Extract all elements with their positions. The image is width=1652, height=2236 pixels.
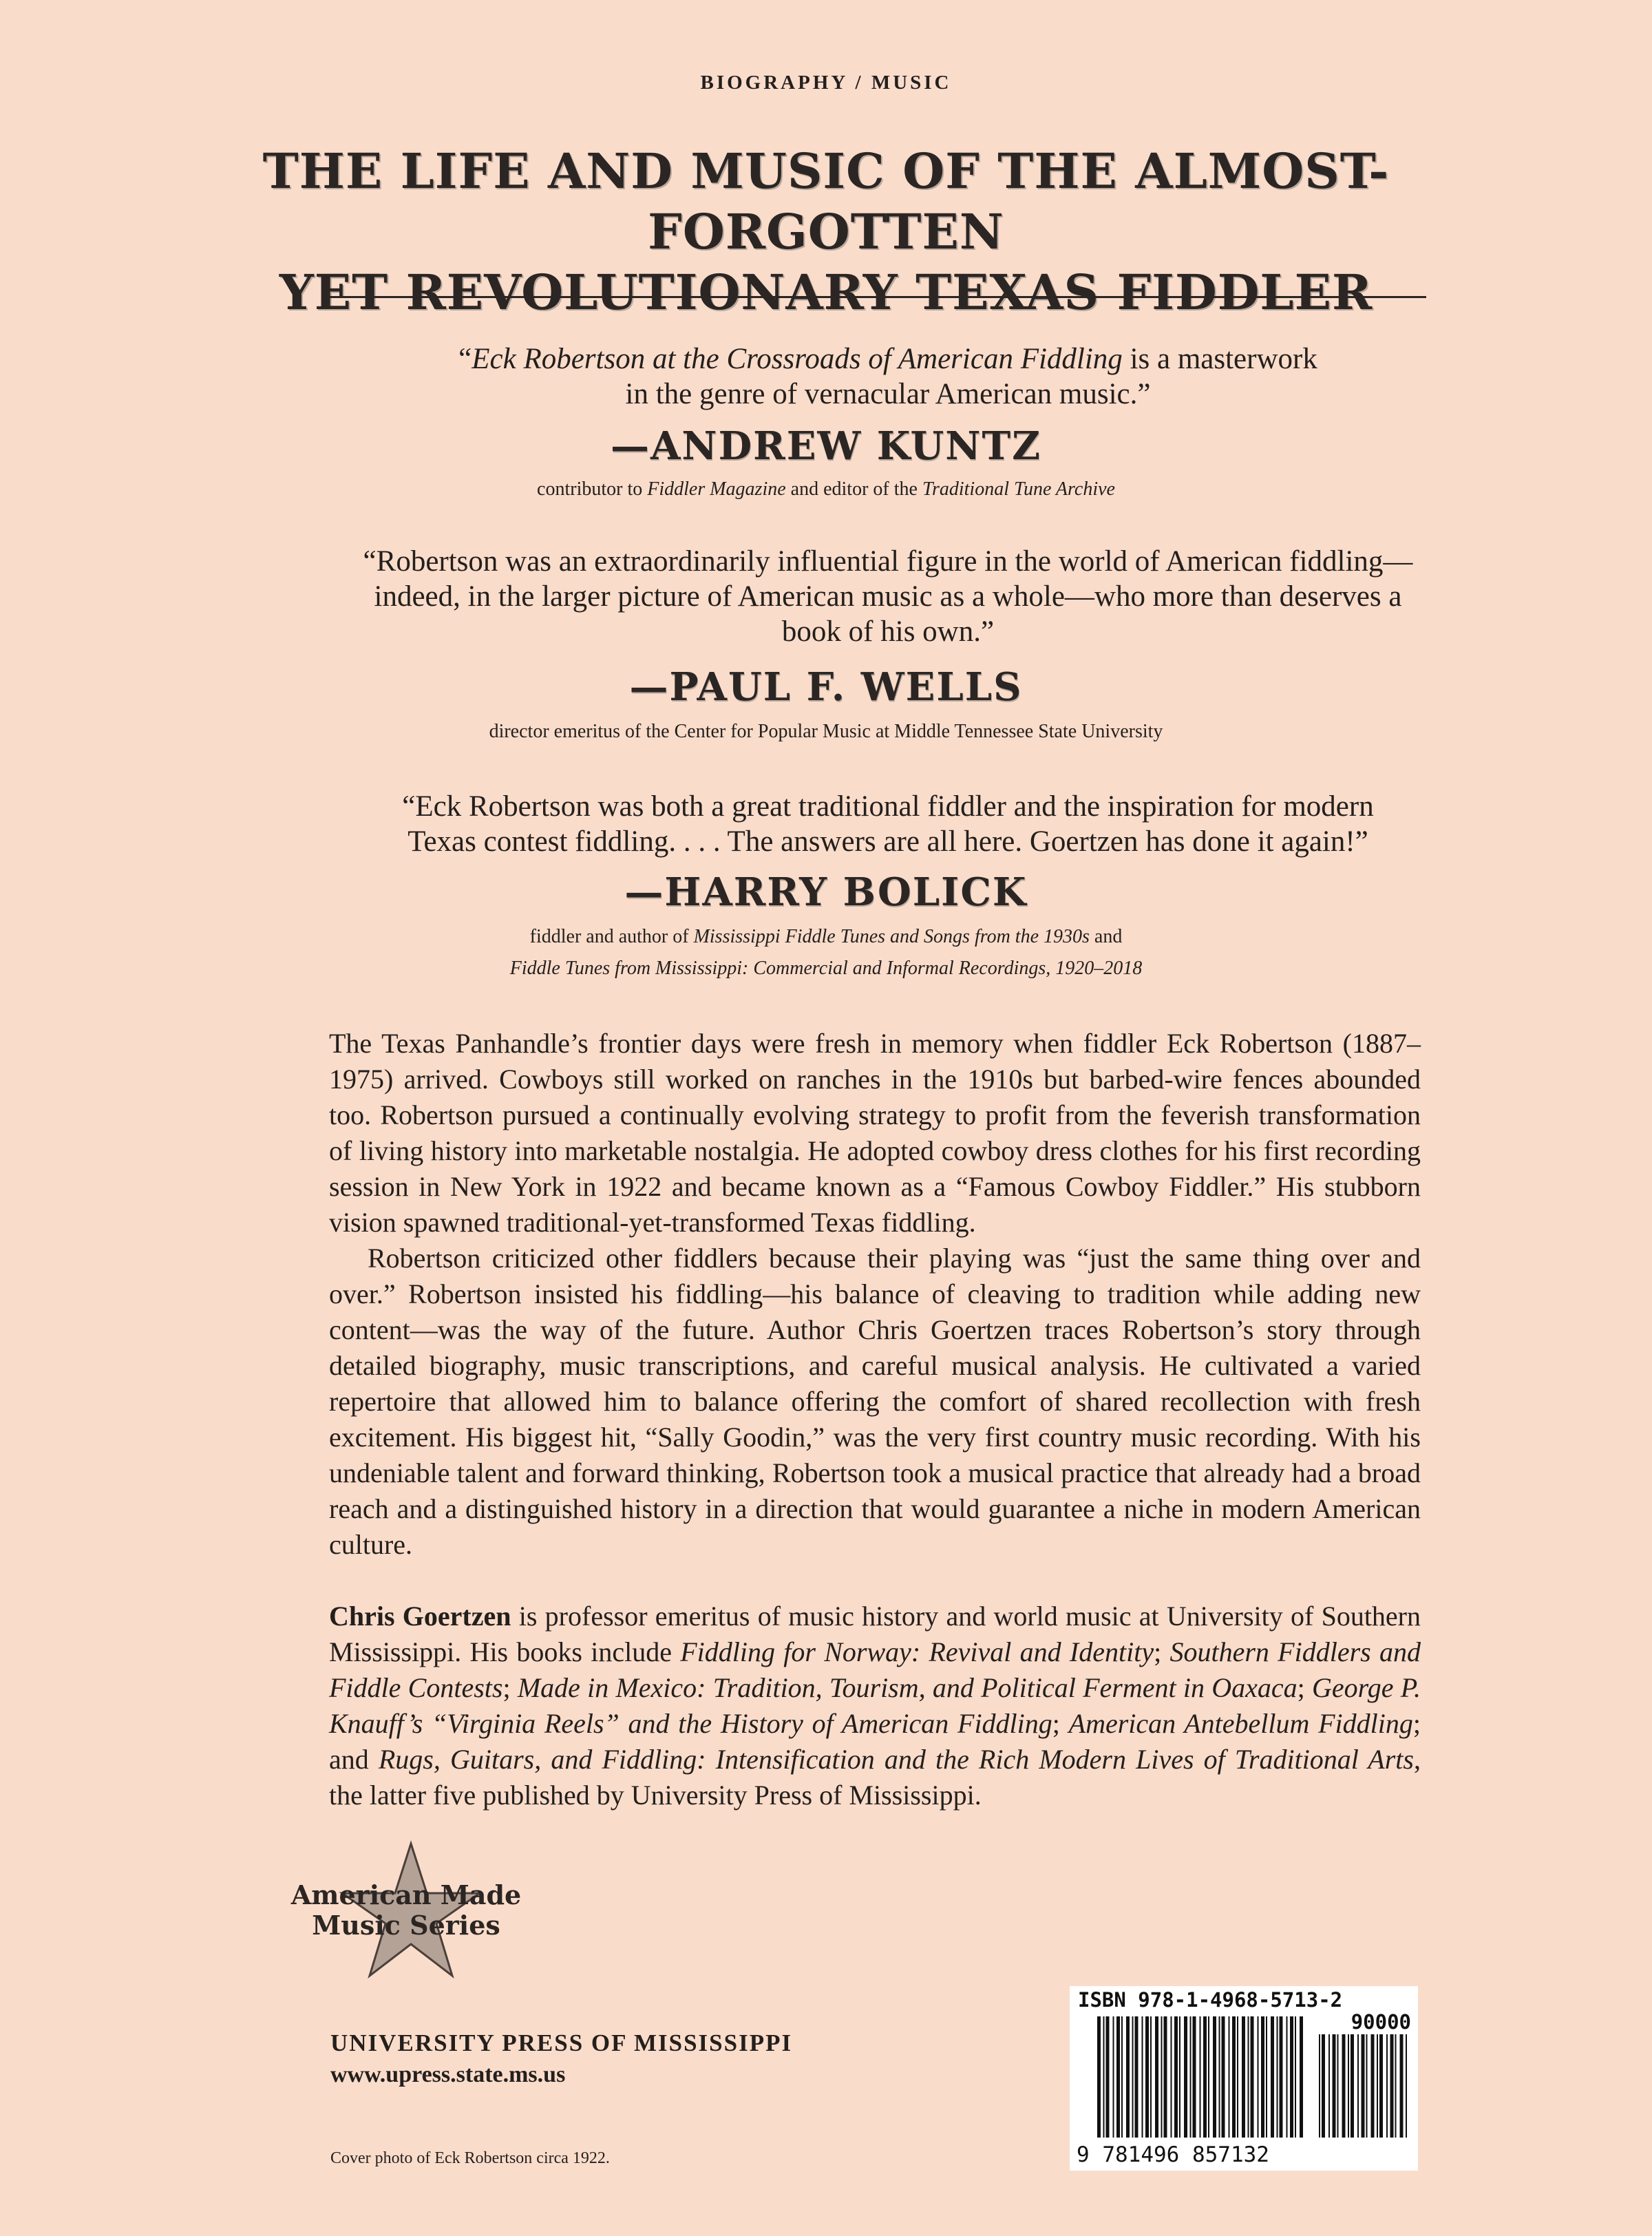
- credential-text: and: [1089, 926, 1123, 947]
- bio-text: is professor emeritus of music history and world music at University of Southern Mississippi. His books include: [329, 1601, 1421, 1667]
- price-code: 90000: [1351, 2010, 1411, 2034]
- barcode-bar: [1213, 2016, 1216, 2138]
- bio-text: ; and: [329, 1708, 1421, 1775]
- barcode-bar: [1174, 2016, 1178, 2138]
- headline-line-1: THE LIFE AND MUSIC OF THE ALMOST-FORGOTTEN: [262, 143, 1390, 260]
- barcode-bar: [1258, 2016, 1259, 2138]
- quote-line: book of his own.”: [781, 615, 995, 648]
- barcode-bar: [1348, 2034, 1349, 2138]
- barcode-bar: [1266, 2016, 1267, 2138]
- barcode-bar: [1371, 2034, 1375, 2138]
- barcode-bar: [1333, 2034, 1336, 2138]
- barcode-bar: [1261, 2016, 1264, 2138]
- bio-book-title: Rugs, Guitars, and Fiddling: Intensification and the Rich Modern Lives of Traditional Arts: [378, 1744, 1414, 1775]
- quote-line: indeed, in the larger picture of American music as a whole—who more than deserves a: [374, 580, 1402, 613]
- series-logo-line-2: Music Series: [312, 1910, 500, 1941]
- barcode-bar: [1203, 2016, 1207, 2138]
- barcode-bar: [1322, 2034, 1325, 2138]
- bio-text: ;: [502, 1672, 518, 1703]
- barcode-bar: [1113, 2016, 1114, 2138]
- barcode-bar: [1164, 2016, 1167, 2138]
- barcode-bar: [1161, 2016, 1163, 2138]
- blurb-author-1: —ANDREW KUNTZ: [610, 423, 1042, 469]
- barcode-bar: [1295, 2016, 1296, 2138]
- publisher-name: UNIVERSITY PRESS OF MISSISSIPPI: [330, 2029, 793, 2056]
- publisher-url[interactable]: www.upress.state.ms.us: [330, 2062, 566, 2087]
- ean-digits: 9 781496 857132: [1077, 2142, 1269, 2167]
- barcode-bar: [1395, 2034, 1397, 2138]
- series-logo: [290, 1838, 522, 1996]
- barcode-bar: [1400, 2034, 1404, 2138]
- barcode-bar: [1290, 2016, 1293, 2138]
- quote-text: is a masterwork: [1122, 343, 1317, 375]
- divider-rule: [324, 296, 1426, 298]
- barcode-bar: [1379, 2034, 1383, 2138]
- barcode-bar: [1232, 2016, 1236, 2138]
- credential-text: and editor of the: [785, 478, 922, 500]
- bio-text: , the latter five published by University Press of Mississippi.: [329, 1744, 1421, 1811]
- barcode-bar: [1390, 2034, 1394, 2138]
- barcode-bar: [1271, 2016, 1274, 2138]
- addon-barcode-bars: [1319, 2034, 1407, 2138]
- blurb-author-3: —HARRY BOLICK: [624, 869, 1028, 915]
- bio-book-title: American Antebellum Fiddling: [1068, 1708, 1413, 1739]
- category-label: BIOGRAPHY / MUSIC: [700, 72, 952, 94]
- bio-book-title: Southern Fiddlers and Fiddle Contests: [329, 1636, 1421, 1703]
- bio-book-title: George P. Knauff’s “Virginia Reels” and the History of American Fiddling: [329, 1672, 1421, 1739]
- barcode-bar: [1357, 2034, 1359, 2138]
- bio-text: ;: [1297, 1672, 1312, 1703]
- barcode-bar: [1337, 2034, 1339, 2138]
- barcode-bar: [1251, 2016, 1254, 2138]
- barcode-bar: [1248, 2016, 1249, 2138]
- barcode-bar: [1219, 2016, 1220, 2138]
- barcode-bar: [1406, 2034, 1407, 2138]
- barcode-bar: [1242, 2016, 1245, 2138]
- author-bio: [329, 1599, 1421, 1813]
- isbn-label: ISBN 978-1-4968-5713-2: [1078, 1988, 1343, 2012]
- barcode-bar: [1135, 2016, 1139, 2138]
- credential-title: Mississippi Fiddle Tunes and Songs from the 1930s: [693, 926, 1090, 947]
- bio-book-title: Fiddling for Norway: Revival and Identity: [680, 1636, 1154, 1667]
- bio-book-title: Made in Mexico: Tradition, Tourism, and Political Ferment in Oaxaca: [517, 1672, 1298, 1703]
- barcode-bar: [1300, 2016, 1303, 2138]
- barcode-bar: [1351, 2034, 1354, 2138]
- barcode-bar: [1155, 2016, 1158, 2138]
- barcode-bar: [1362, 2034, 1365, 2138]
- quote-open-mark: “: [458, 343, 472, 375]
- barcode-panel: [1070, 1986, 1418, 2171]
- quote-text: in the genre of vernacular American music.”: [625, 378, 1151, 410]
- barcode-bar: [1145, 2016, 1149, 2138]
- series-logo-line-1: American Made: [290, 1879, 522, 1910]
- barcode-bar: [1190, 2016, 1192, 2138]
- barcode-bar: [1116, 2016, 1120, 2138]
- quote-line: Texas contest fiddling. . . . The answers are all here. Goertzen has done it again!”: [407, 825, 1368, 858]
- barcode-bar: [1132, 2016, 1134, 2138]
- barcode-bar: [1184, 2016, 1187, 2138]
- blurb-quote-1: [303, 341, 1473, 412]
- barcode-bar: [1277, 2016, 1278, 2138]
- barcode-bar: [1286, 2016, 1288, 2138]
- barcode-bar: [1121, 2016, 1123, 2138]
- bio-text: ;: [1052, 1708, 1069, 1739]
- blurb-quote-2: [303, 544, 1473, 649]
- photo-credit: Cover photo of Eck Robertson circa 1922.: [330, 2149, 610, 2167]
- barcode-bar: [1171, 2016, 1172, 2138]
- barcode-bar: [1106, 2016, 1110, 2138]
- barcode-bar: [1097, 2016, 1101, 2138]
- barcode-bar: [1377, 2034, 1378, 2138]
- barcode-bar: [1103, 2016, 1105, 2138]
- barcode-bar: [1142, 2016, 1143, 2138]
- description-paragraph-1: The Texas Panhandle’s frontier days were fresh in memory when fiddler Eck Robertson (1887–1975) arrived. Cowboys still worked on ranches in the 1910s but barbed-wire fences abounded too. Robertson pursued a continually evolving strategy to profit from the feverish transformation of living history into marketable nostalgia. He adopted cowboy dress clothes for his first recording session in New York in 1922 and became known as a “Famous Cowboy Fiddler.” His stubborn vision spawned traditional-yet-transformed Texas fiddling.: [329, 1028, 1421, 1238]
- barcode-bar: [1208, 2016, 1209, 2138]
- bio-text: ;: [1154, 1636, 1170, 1667]
- book-description: [329, 1026, 1421, 1563]
- quote-line: “Robertson was an extraordinarily influential figure in the world of American fiddling—: [363, 545, 1413, 578]
- quote-book-title: Eck Robertson at the Crossroads of American Fiddling: [472, 343, 1123, 375]
- credential-title: Traditional Tune Archive: [922, 478, 1115, 500]
- barcode-bar: [1193, 2016, 1196, 2138]
- credential-text: contributor to: [537, 478, 648, 500]
- author-name: Chris Goertzen: [329, 1601, 511, 1632]
- barcode-bars: [1097, 2016, 1303, 2138]
- barcode-bar: [1222, 2016, 1225, 2138]
- barcode-bar: [1126, 2016, 1130, 2138]
- blurb-quote-3: [303, 789, 1473, 859]
- barcode-bar: [1179, 2016, 1180, 2138]
- barcode-bar: [1229, 2016, 1230, 2138]
- barcode-bar: [1280, 2016, 1283, 2138]
- blurb-credential-3: [206, 921, 1446, 984]
- credential-title: Fiddler Magazine: [647, 478, 786, 500]
- barcode-bar: [1386, 2034, 1388, 2138]
- barcode-bar: [1366, 2034, 1368, 2138]
- blurb-credential-2: director emeritus of the Center for Popular Music at Middle Tennessee State University: [489, 721, 1163, 742]
- barcode-bar: [1237, 2016, 1238, 2138]
- barcode-bar: [1342, 2034, 1346, 2138]
- blurb-author-2: —PAUL F. WELLS: [629, 664, 1023, 710]
- credential-text: fiddler and author of: [529, 926, 694, 947]
- barcode-bar: [1319, 2034, 1320, 2138]
- quote-line: “Eck Robertson was both a great traditional fiddler and the inspiration for modern: [402, 790, 1374, 823]
- blurb-credential-1: [206, 474, 1446, 505]
- credential-title: Fiddle Tunes from Mississippi: Commercial and Informal Recordings, 1920–2018: [509, 958, 1143, 979]
- headline-line-2: YET REVOLUTIONARY TEXAS FIDDLER: [279, 264, 1373, 321]
- description-paragraph-2: Robertson criticized other fiddlers because their playing was “just the same thing over and over.” Robertson insisted his fiddling—his balance of cleaving to tradition while adding new content—was the way of the future. Author Chris Goertzen traces Robertson’s story through detailed biography, music transcriptions, and careful musical analysis. He cultivated a varied repertoire that allowed him to balance offering the comfort of shared recollection with fresh excitement. His biggest hit, “Sally Goodin,” was the very first country music recording. With his undeniable talent and forward thinking, Robertson took a musical practice that already had a broad reach and a distinguished history in a direction that would guarantee a niche in modern American culture.: [329, 1243, 1421, 1560]
- barcode-bar: [1200, 2016, 1201, 2138]
- barcode-bar: [1328, 2034, 1330, 2138]
- barcode-bar: [1150, 2016, 1152, 2138]
